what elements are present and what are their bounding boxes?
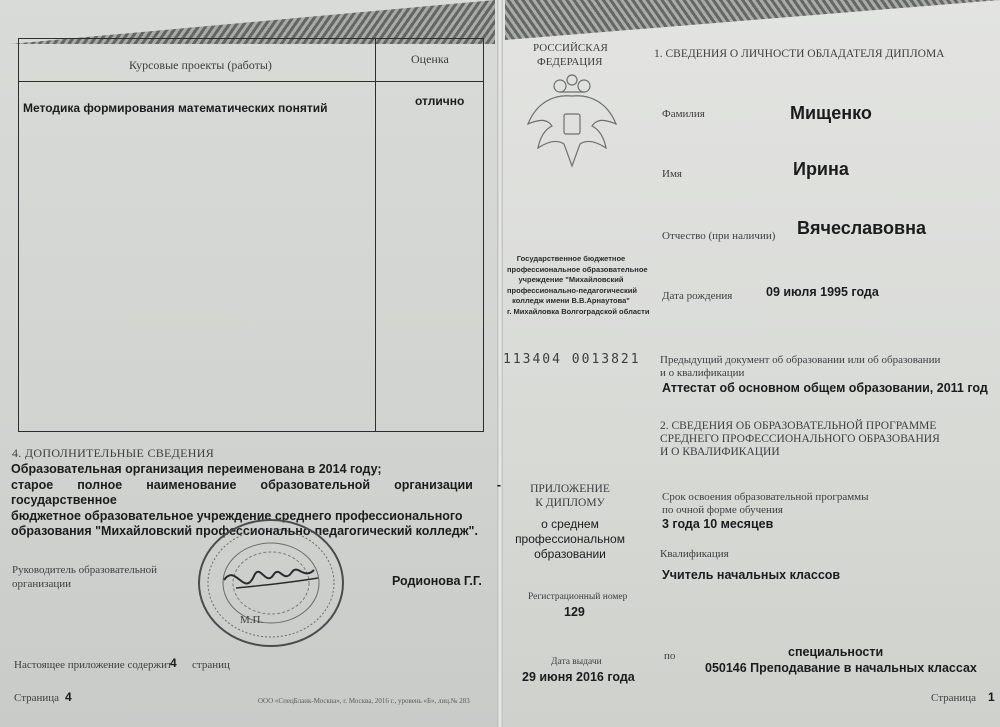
- blank-number: 113404 0013821: [503, 352, 641, 367]
- reg-number: 129: [564, 605, 585, 619]
- by-label: по: [664, 650, 676, 662]
- prev-doc-label-2: и о квалификации: [660, 367, 745, 379]
- section1-heading: 1. СВЕДЕНИЯ О ЛИЧНОСТИ ОБЛАДАТЕЛЯ ДИПЛОМА: [654, 48, 945, 60]
- course-projects-table: [18, 38, 484, 432]
- reg-number-label: Регистрационный номер: [528, 592, 628, 602]
- table-header-projects: Курсовые проекты (работы): [129, 58, 272, 72]
- prev-doc-value: Аттестат об основном общем образовании, 2011 год: [662, 381, 988, 395]
- pages-count-suffix: страниц: [192, 659, 230, 671]
- left-page-number: 4: [65, 690, 72, 704]
- printer-note: ООО «СпецБланк-Москва», г. Москва, 2016 г., уровень «Б», лиц.№ 283: [258, 697, 470, 705]
- right-page-label: Страница: [931, 692, 977, 704]
- name-value: Ирина: [793, 159, 849, 179]
- term-label-1: Срок освоения образовательной программы: [662, 491, 869, 503]
- issue-date: 29 июня 2016 года: [522, 670, 635, 684]
- patronymic-value: Вячеславовна: [797, 218, 926, 238]
- country-name-line-2: ФЕДЕРАЦИЯ: [537, 56, 603, 68]
- name-label: Имя: [662, 168, 682, 180]
- additional-line-4: образования "Михайловский профессионально-педагогический колледж".: [11, 524, 478, 538]
- stamp-placeholder-mp: М.П.: [240, 614, 264, 626]
- additional-line-3: бюджетное образовательное учреждение среднего профессионального: [11, 508, 463, 523]
- surname-label: Фамилия: [662, 108, 705, 120]
- appendix-subtitle: [508, 517, 632, 562]
- table-row-project: Методика формирования математических понятий: [23, 101, 328, 115]
- prev-doc-label-1: Предыдущий документ об образовании или об образовании: [660, 354, 941, 366]
- pages-count-label: Настоящее приложение содержит: [14, 659, 172, 671]
- additional-info-heading: 4. ДОПОЛНИТЕЛЬНЫЕ СВЕДЕНИЯ: [12, 446, 215, 460]
- term-value: 3 года 10 месяцев: [662, 517, 774, 531]
- right-page-number: 1: [988, 690, 995, 704]
- surname-value: Мищенко: [790, 103, 872, 123]
- appendix-line-3: о среднем: [541, 517, 599, 531]
- additional-line-1: Образовательная организация переименована в 2014 году;: [11, 462, 382, 476]
- birth-date-value: 09 июля 1995 года: [766, 285, 879, 299]
- pages-count-value: 4: [170, 656, 177, 670]
- head-name: Родионова Г.Г.: [392, 574, 482, 588]
- head-label-2: организации: [12, 578, 72, 590]
- birth-date-label: Дата рождения: [662, 290, 733, 302]
- appendix-line-1: ПРИЛОЖЕНИЕ: [530, 483, 610, 495]
- institution-name: Государственное бюджетное профессиональное образовательное учреждение "Михайловский профессионально-педагогический колледж имени В.В.Арнаутова" г. Михайловка Волгоградской области: [507, 254, 650, 316]
- patronymic-label: Отчество (при наличии): [662, 230, 776, 242]
- appendix-line-5: образовании: [534, 547, 606, 561]
- appendix-line-4: профессиональном: [515, 532, 625, 546]
- left-page-label: Страница: [14, 692, 60, 704]
- coat-of-arms-icon: [522, 74, 622, 174]
- term-label-2: по очной форме обучения: [662, 504, 783, 516]
- country-name-line-1: РОССИЙСКАЯ: [533, 42, 608, 54]
- specialty-value: 050146 Преподавание в начальных классах: [705, 661, 977, 675]
- issue-date-label: Дата выдачи: [551, 657, 602, 667]
- appendix-title: [508, 482, 632, 510]
- table-row-grade: отлично: [415, 94, 465, 108]
- qualification-label: Квалификация: [660, 548, 729, 560]
- table-header-grade: Оценка: [411, 52, 449, 66]
- appendix-line-2: К ДИПЛОМУ: [535, 497, 605, 509]
- qualification-value: Учитель начальных классов: [662, 568, 841, 582]
- head-label-1: Руководитель образовательной: [12, 564, 158, 576]
- section2-heading: 2. СВЕДЕНИЯ ОБ ОБРАЗОВАТЕЛЬНОЙ ПРОГРАММЕ СРЕДНЕГО ПРОФЕССИОНАЛЬНОГО ОБРАЗОВАНИЯ И О КВАЛИФИКАЦИИ: [660, 420, 940, 458]
- specialty-label: специальности: [788, 645, 884, 659]
- official-seal-image: [196, 518, 346, 648]
- additional-line-2: старое полное наименование образовательной организации - государственное: [11, 477, 501, 507]
